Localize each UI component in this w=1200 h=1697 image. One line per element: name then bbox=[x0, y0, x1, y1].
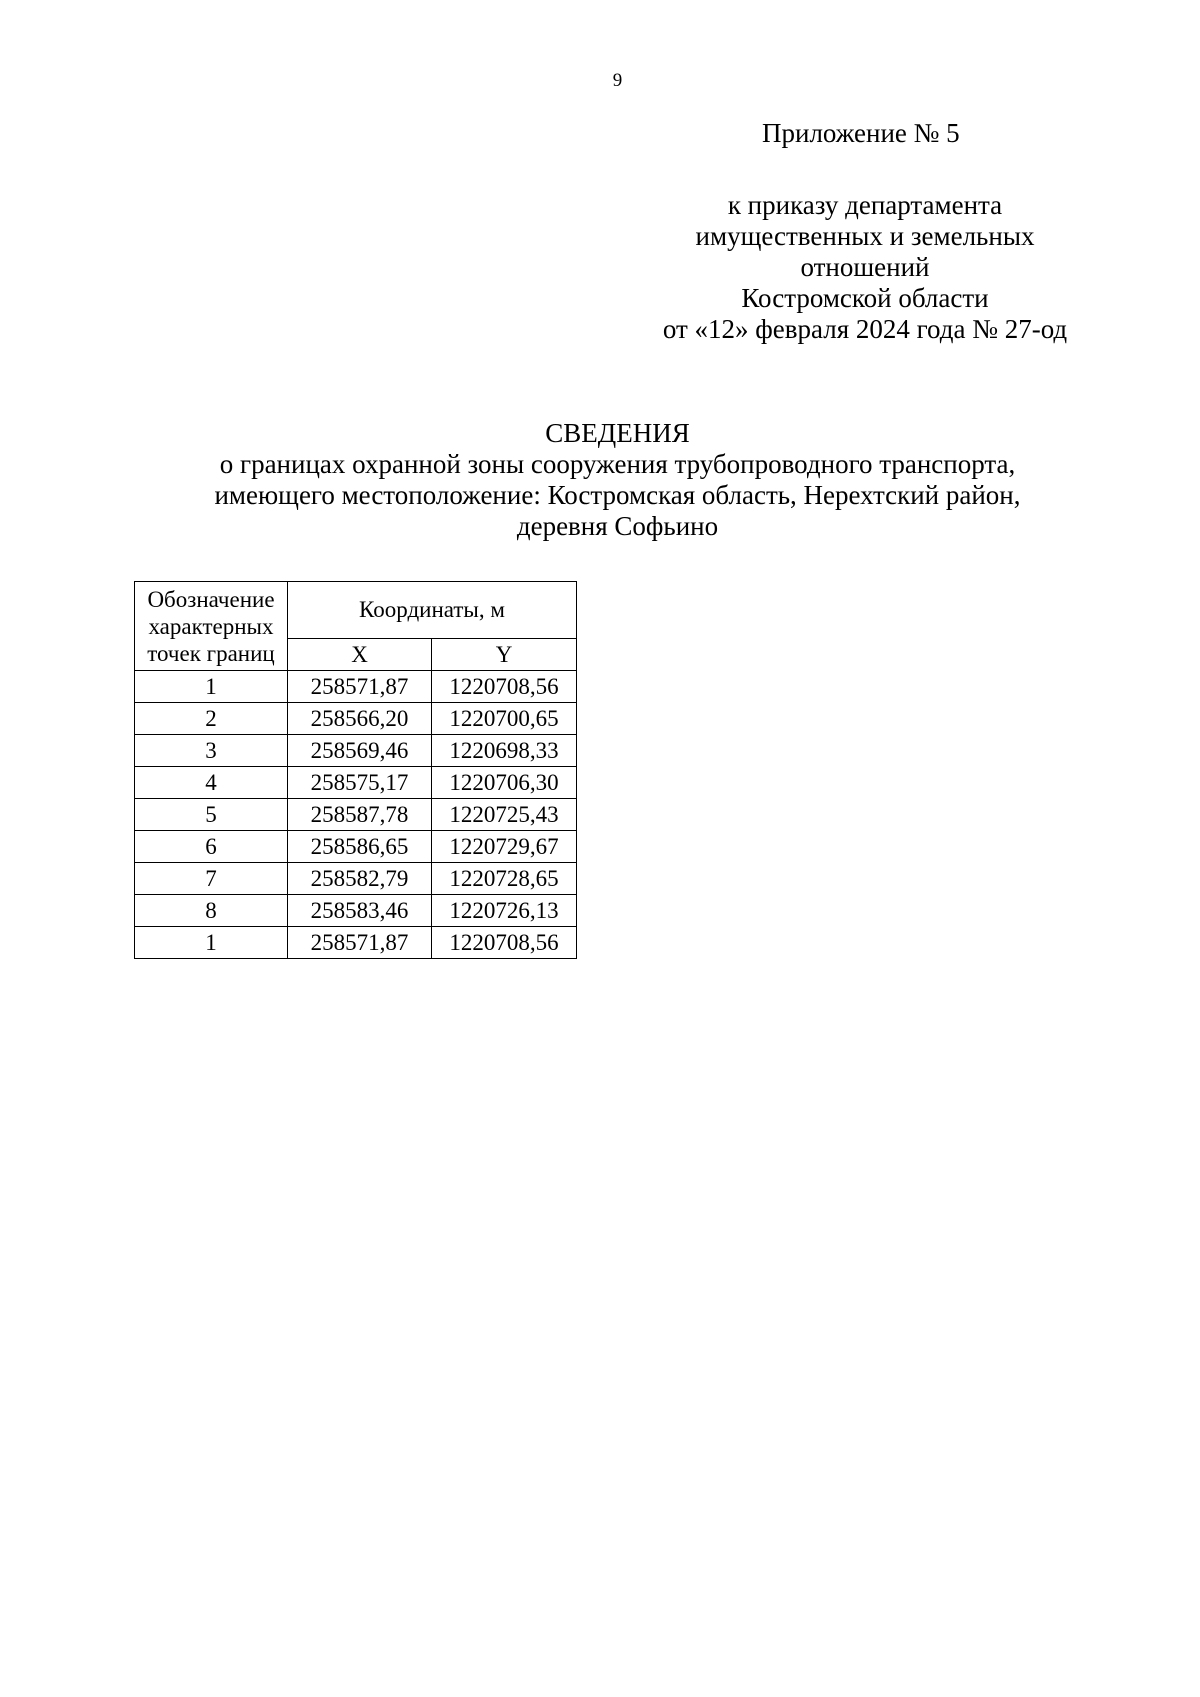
cell-x: 258582,79 bbox=[288, 863, 432, 895]
header-y: Y bbox=[432, 639, 577, 671]
appendix-title: Приложение № 5 bbox=[762, 118, 960, 148]
order-reference bbox=[630, 190, 1100, 345]
heading-subtitle-line: о границах охранной зоны сооружения трубопроводного транспорта, bbox=[219, 449, 1016, 479]
table-row bbox=[135, 799, 577, 831]
cell-y: 1220698,33 bbox=[432, 735, 577, 767]
header-coordinates: Координаты, м bbox=[288, 582, 577, 639]
cell-y: 1220700,65 bbox=[432, 703, 577, 735]
cell-point: 3 bbox=[135, 735, 288, 767]
cell-y: 1220726,13 bbox=[432, 895, 577, 927]
cell-point: 4 bbox=[135, 767, 288, 799]
cell-x: 258583,46 bbox=[288, 895, 432, 927]
cell-y: 1220728,65 bbox=[432, 863, 577, 895]
table-row bbox=[135, 671, 577, 703]
cell-y: 1220725,43 bbox=[432, 799, 577, 831]
table-row bbox=[135, 831, 577, 863]
cell-x: 258566,20 bbox=[288, 703, 432, 735]
order-ref-line: имущественных и земельных bbox=[695, 221, 1035, 251]
heading-subtitle-line: деревня Софьино bbox=[516, 511, 719, 541]
order-ref-line: Костромской области bbox=[741, 283, 989, 313]
cell-point: 2 bbox=[135, 703, 288, 735]
table-row bbox=[135, 767, 577, 799]
page-number: 9 bbox=[612, 70, 623, 91]
order-ref-line: отношений bbox=[800, 252, 930, 282]
cell-x: 258575,17 bbox=[288, 767, 432, 799]
heading-subtitle-line: имеющего местоположение: Костромская область, Нерехтский район, bbox=[214, 480, 1021, 510]
header-point-line: точек границ bbox=[147, 640, 275, 666]
table-header-row bbox=[135, 582, 577, 639]
header-point-designation bbox=[135, 582, 288, 671]
cell-x: 258571,87 bbox=[288, 927, 432, 959]
coordinates-table bbox=[134, 581, 577, 959]
header-x: X bbox=[288, 639, 432, 671]
cell-x: 258587,78 bbox=[288, 799, 432, 831]
cell-y: 1220708,56 bbox=[432, 927, 577, 959]
table-row bbox=[135, 895, 577, 927]
cell-point: 7 bbox=[135, 863, 288, 895]
cell-point: 1 bbox=[135, 671, 288, 703]
document-heading bbox=[0, 418, 1200, 542]
cell-point: 5 bbox=[135, 799, 288, 831]
cell-x: 258569,46 bbox=[288, 735, 432, 767]
table-row bbox=[135, 703, 577, 735]
cell-y: 1220706,30 bbox=[432, 767, 577, 799]
table-row bbox=[135, 863, 577, 895]
cell-x: 258586,65 bbox=[288, 831, 432, 863]
cell-y: 1220729,67 bbox=[432, 831, 577, 863]
heading-title: СВЕДЕНИЯ bbox=[545, 418, 690, 448]
table-row bbox=[135, 927, 577, 959]
header-point-line: характерных bbox=[148, 613, 274, 639]
header-point-line: Обозначение bbox=[147, 586, 275, 612]
cell-point: 1 bbox=[135, 927, 288, 959]
cell-x: 258571,87 bbox=[288, 671, 432, 703]
table-row bbox=[135, 735, 577, 767]
order-ref-line: к приказу департамента bbox=[727, 190, 1003, 220]
cell-point: 8 bbox=[135, 895, 288, 927]
order-ref-line: от «12» февраля 2024 года № 27-од bbox=[662, 314, 1068, 344]
cell-point: 6 bbox=[135, 831, 288, 863]
cell-y: 1220708,56 bbox=[432, 671, 577, 703]
